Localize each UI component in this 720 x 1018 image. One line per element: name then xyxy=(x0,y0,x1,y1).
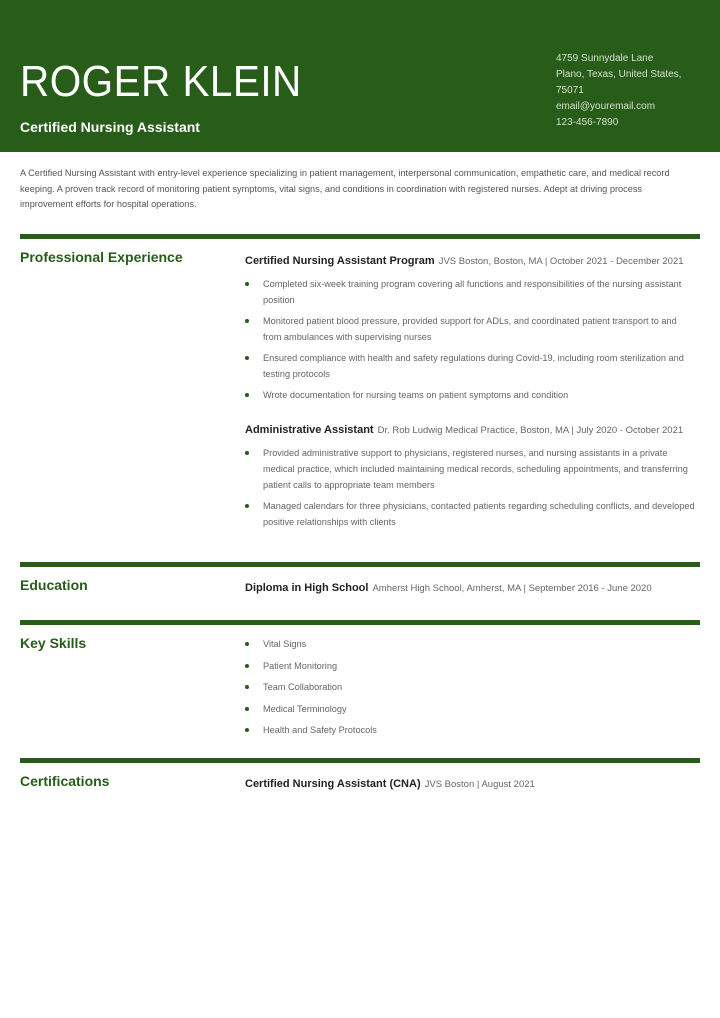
job-details: JVS Boston, Boston, MA | October 2021 - December 2021 xyxy=(438,256,684,267)
certification-details: JVS Boston | August 2021 xyxy=(424,779,535,790)
bullet-icon xyxy=(245,642,249,646)
bullet-text: Ensured compliance with health and safety regulations during Covid-19, including room sterilization and testing protocols xyxy=(263,353,684,379)
list-item xyxy=(245,445,697,493)
skill-text: Team Collaboration xyxy=(263,682,343,692)
job-header xyxy=(245,253,697,270)
bullet-text: Monitored patient blood pressure, provided support for ADLs, and coordinated patient transport to and from ambulances with supervising nurses xyxy=(263,316,677,342)
bullet-text: Managed calendars for three physicians, contacted patients regarding scheduling conflicts, and developed positive relationships with clients xyxy=(263,501,695,527)
contact-zip: 75071 xyxy=(556,85,584,96)
job-entry xyxy=(245,253,697,408)
education-entry xyxy=(245,580,697,597)
certification-name: Certified Nursing Assistant (CNA) xyxy=(245,778,421,790)
contact-email[interactable]: email@youremail.com xyxy=(556,101,656,112)
bullet-text: Completed six-week training program covering all functions and responsibilities of the nursing assistant position xyxy=(263,279,682,305)
section-divider xyxy=(20,758,700,763)
bullet-icon xyxy=(245,707,249,711)
section-divider xyxy=(20,620,700,625)
list-item xyxy=(245,387,697,403)
list-item xyxy=(245,722,697,738)
certifications-heading: Certifications xyxy=(20,773,110,789)
skill-text: Patient Monitoring xyxy=(263,660,338,671)
skill-text: Vital Signs xyxy=(263,639,307,649)
education-degree: Diploma in High School xyxy=(245,582,369,594)
education-header xyxy=(245,580,697,597)
contact-phone: 123-456-7890 xyxy=(556,117,619,128)
certification-entry xyxy=(245,776,697,793)
bullet-icon xyxy=(245,319,249,323)
list-item xyxy=(245,658,697,674)
bullet-icon xyxy=(245,451,249,455)
contact-street: 4759 Sunnydale Lane xyxy=(556,53,654,64)
bullet-icon xyxy=(245,685,249,689)
job-details: Dr. Rob Ludwig Medical Practice, Boston, MA | July 2020 - October 2021 xyxy=(377,425,684,436)
skills-heading: Key Skills xyxy=(20,635,87,651)
job-header xyxy=(245,422,697,439)
list-item xyxy=(245,276,697,308)
bullet-icon xyxy=(245,664,249,668)
experience-heading: Professional Experience xyxy=(20,249,183,265)
list-item xyxy=(245,636,697,652)
candidate-name: ROGER KLEIN xyxy=(20,57,302,106)
skill-text: Medical Terminology xyxy=(263,703,347,714)
list-item xyxy=(245,498,697,530)
bullet-icon xyxy=(245,356,249,360)
resume-header xyxy=(0,0,720,152)
section-divider xyxy=(20,234,700,239)
job-bullets xyxy=(245,445,697,530)
certification-header xyxy=(245,776,697,793)
list-item xyxy=(245,679,697,695)
education-heading: Education xyxy=(20,577,88,593)
skill-text: Health and Safety Protocols xyxy=(263,725,377,735)
professional-summary: A Certified Nursing Assistant with entry-level experience specializing in patient management, interpersonal communication, empathetic care, and medical record keeping. A proven track record of monitoring patient symptoms, vital signs, and conditions in coordination with registered nurses. Adept at driving process improvement efforts for hospital operations. xyxy=(20,168,670,210)
bullet-icon xyxy=(245,393,249,397)
bullet-icon xyxy=(245,728,249,732)
job-bullets xyxy=(245,276,697,403)
bullet-text: Provided administrative support to physicians, registered nurses, and nursing assistants in a private medical practice, which included maintaining medical records, scheduling appointments, and transferring patient calls to appropriate team members xyxy=(263,448,688,490)
job-role: Certified Nursing Assistant Program xyxy=(245,255,435,267)
section-divider xyxy=(20,562,700,567)
job-entry xyxy=(245,422,697,535)
bullet-icon xyxy=(245,504,249,508)
list-item xyxy=(245,350,697,382)
job-role: Administrative Assistant xyxy=(245,424,374,436)
bullet-icon xyxy=(245,282,249,286)
education-details: Amherst High School, Amherst, MA | September 2016 - June 2020 xyxy=(372,583,652,594)
bullet-text: Wrote documentation for nursing teams on patient symptoms and condition xyxy=(263,390,569,400)
candidate-title: Certified Nursing Assistant xyxy=(20,119,200,135)
skills-list xyxy=(245,630,697,744)
contact-info xyxy=(556,51,706,131)
contact-city: Plano, Texas, United States, xyxy=(556,69,682,80)
list-item xyxy=(245,701,697,717)
skills-bullets xyxy=(245,636,697,738)
list-item xyxy=(245,313,697,345)
